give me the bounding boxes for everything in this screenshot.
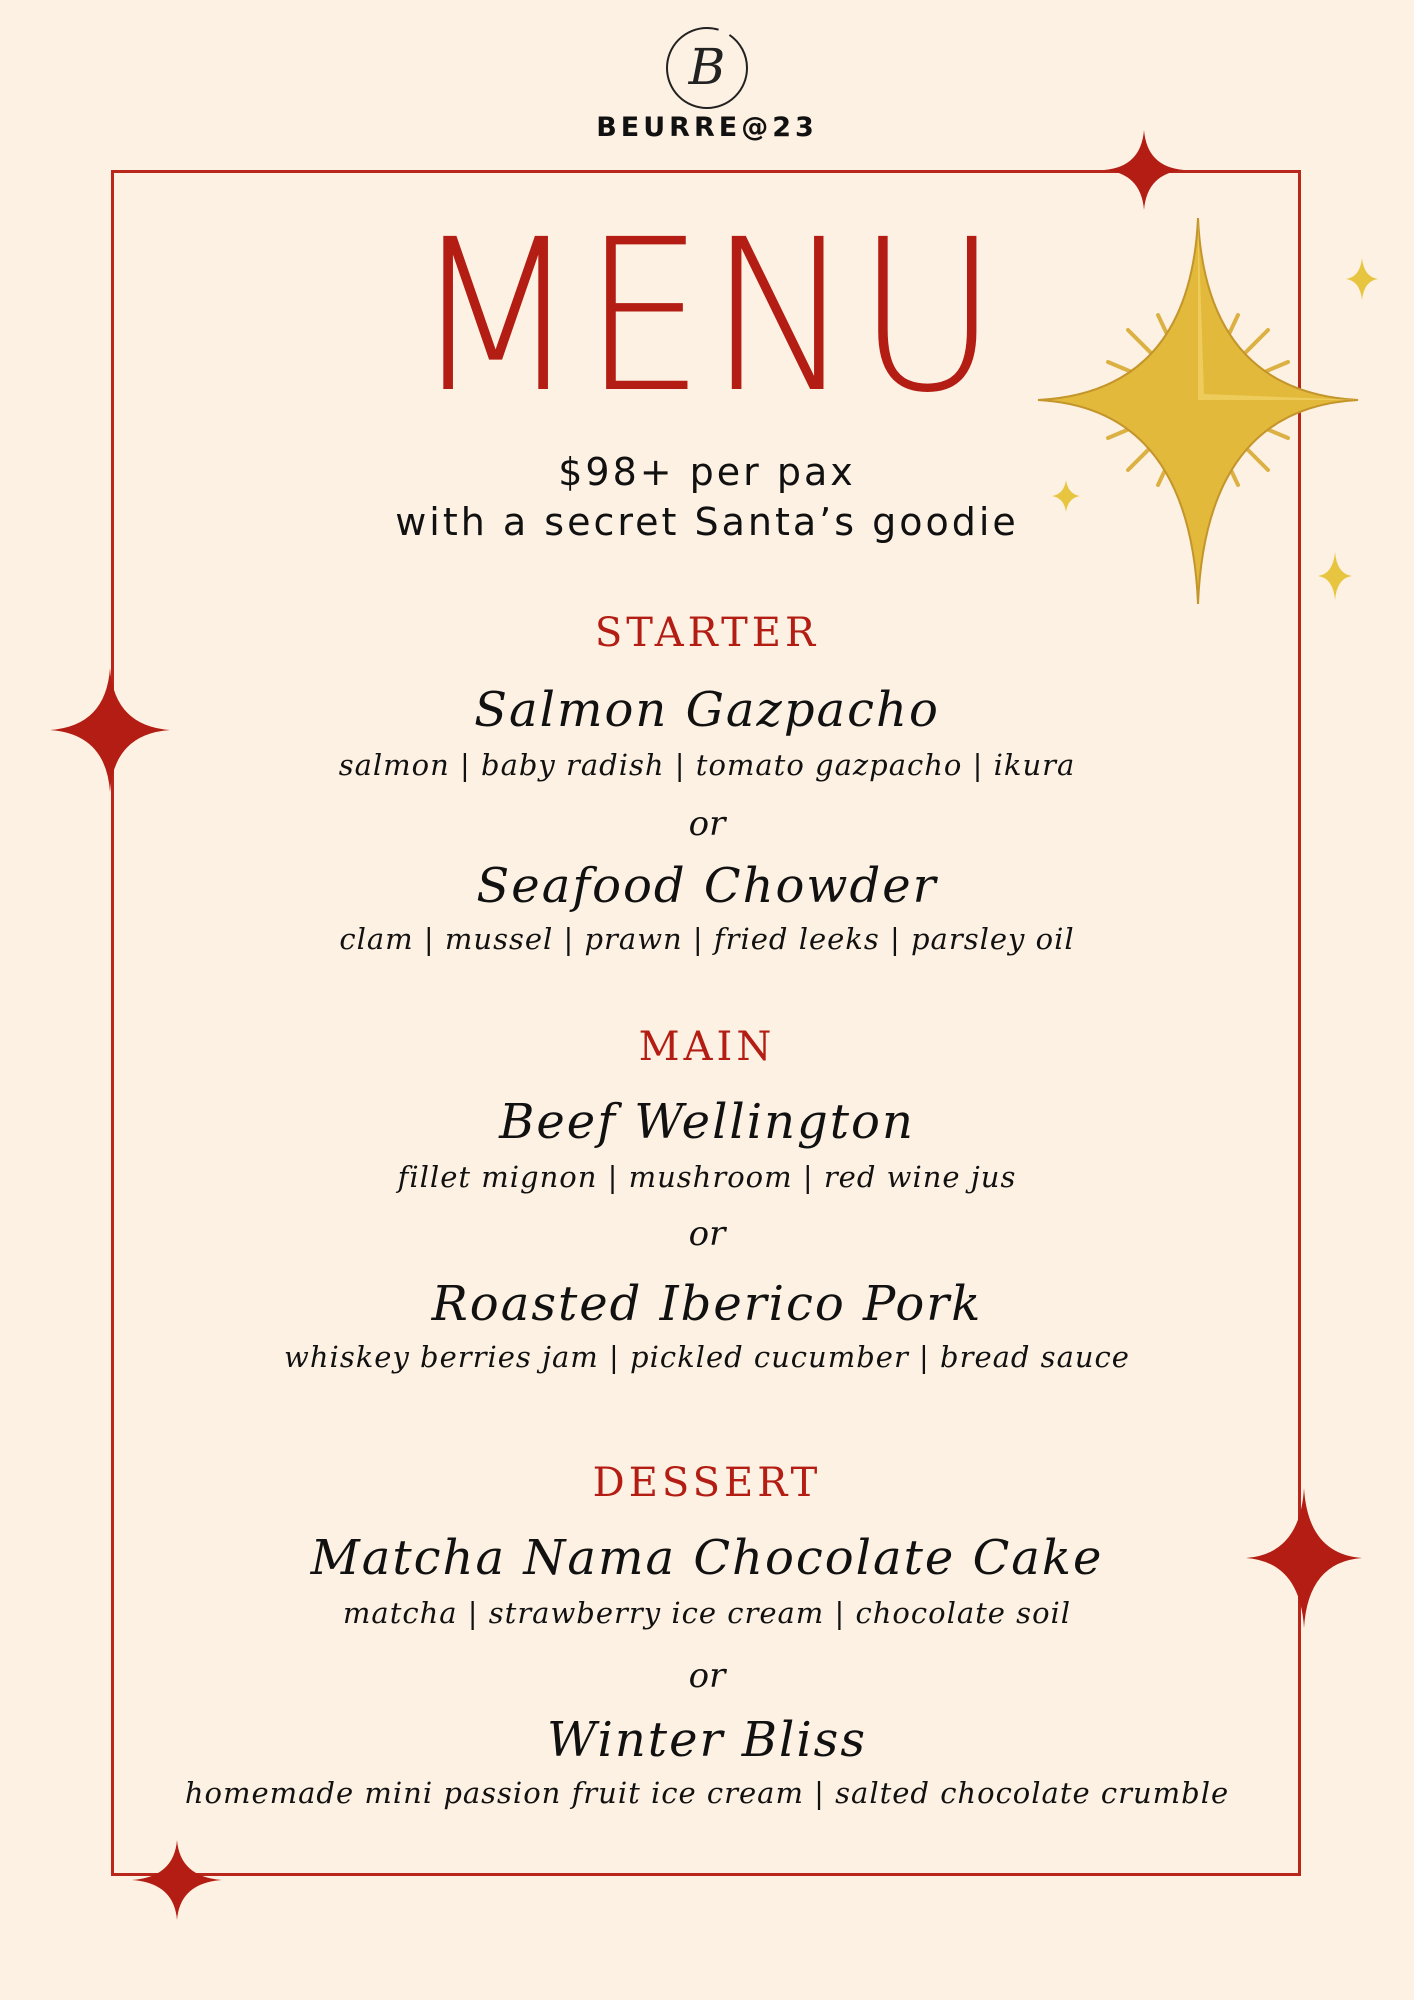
red-four-point-star-icon (1104, 130, 1184, 210)
dish-description: homemade mini passion fruit ice cream | salted chocolate crumble (184, 1776, 1230, 1810)
red-four-point-star-icon (132, 1840, 222, 1920)
gold-sparkle-icon (1318, 552, 1352, 600)
logo-letter: B (688, 38, 726, 96)
menu-title: MENU (412, 194, 1002, 439)
dish-name: Seafood Chowder (476, 858, 938, 914)
or-separator: or (688, 1656, 726, 1696)
dish-name: Matcha Nama Chocolate Cake (310, 1530, 1104, 1586)
price-note: with a secret Santa’s goodie (395, 500, 1019, 544)
brand-name: BEURRE@23 (596, 112, 818, 143)
or-separator: or (688, 804, 726, 844)
dish-description: matcha | strawberry ice cream | chocolate soil (342, 1596, 1072, 1630)
dish-name: Winter Bliss (547, 1712, 867, 1768)
section-heading-dessert: DESSERT (592, 1460, 822, 1506)
dish-name: Beef Wellington (499, 1094, 915, 1150)
dish-name: Salmon Gazpacho (474, 682, 940, 738)
dish-description: salmon | baby radish | tomato gazpacho | ikura (338, 748, 1076, 782)
section-heading-starter: STARTER (594, 610, 820, 656)
dish-name: Roasted Iberico Pork (431, 1276, 983, 1332)
price-line: $98+ per pax (558, 450, 856, 494)
logo-icon (661, 22, 753, 114)
or-separator: or (688, 1214, 726, 1254)
dish-description: fillet mignon | mushroom | red wine jus (397, 1160, 1017, 1194)
section-heading-main: MAIN (638, 1024, 776, 1070)
dish-description: clam | mussel | prawn | fried leeks | parsley oil (339, 922, 1075, 956)
dish-description: whiskey berries jam | pickled cucumber | bread sauce (284, 1340, 1130, 1374)
